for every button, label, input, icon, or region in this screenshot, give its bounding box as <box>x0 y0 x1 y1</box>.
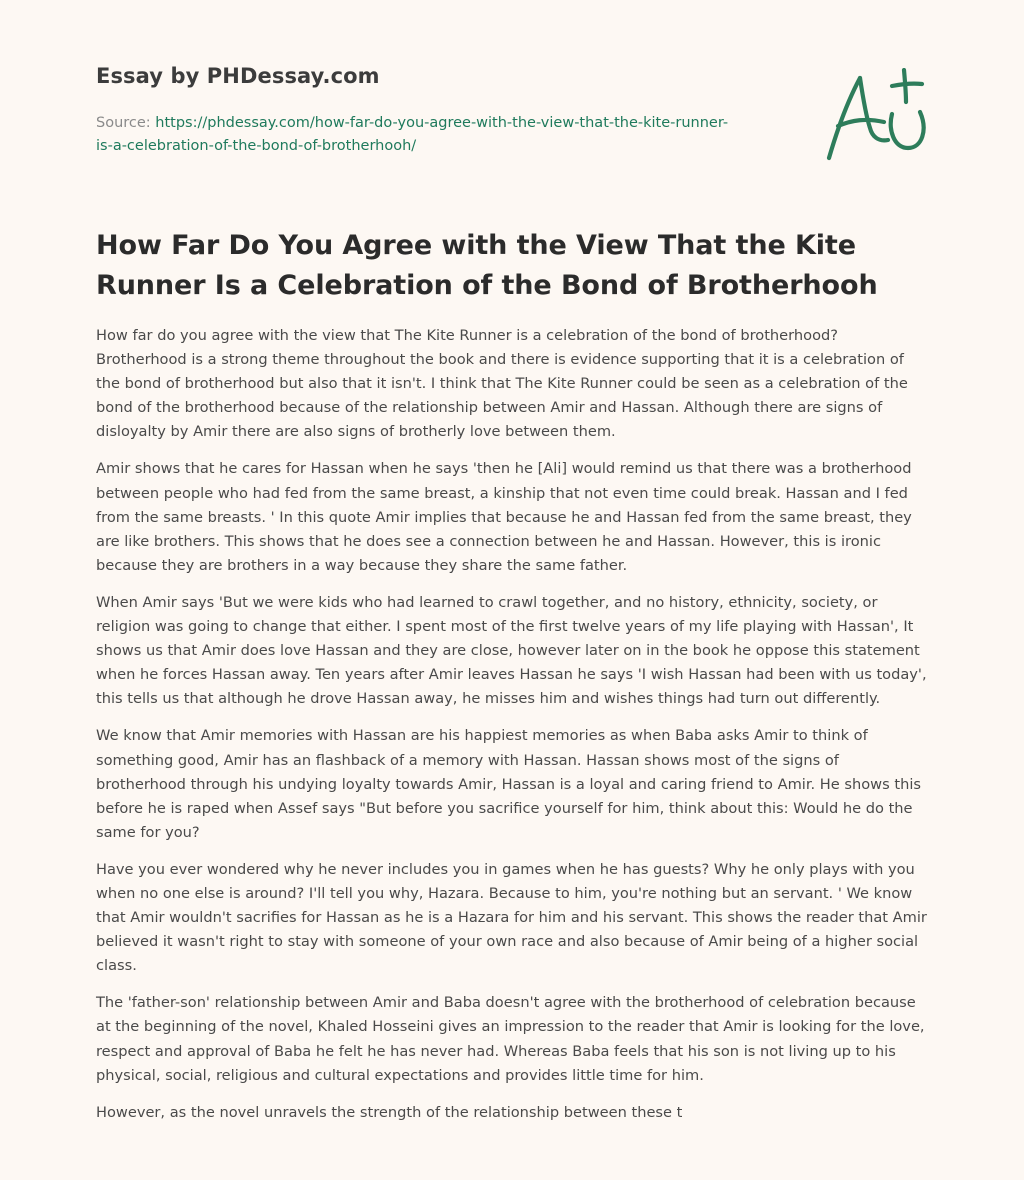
source-line <box>96 112 736 158</box>
source-link[interactable]: https://phdessay.com/how-far-do-you-agree-with-the-view-that-the-kite-runner-is-a-celebration-of-the-bond-of-brotherhooh/ <box>96 115 729 154</box>
paragraph: How far do you agree with the view that The Kite Runner is a celebration of the bond of brotherhood? Brotherhood is a strong theme throughout the book and there is evidence supporting that it is a celebration of the bond of brotherhood but also that it isn't. I think that The Kite Runner could be seen as a celebration of the bond of the brotherhood because of the relationship between Amir and Hassan. Although there are signs of disloyalty by Amir there are also signs of brotherly love between them. <box>96 327 908 441</box>
essay-body <box>96 324 928 1138</box>
a-plus-logo <box>818 68 930 164</box>
paragraph: However, as the novel unravels the strength of the relationship between these t <box>96 1103 683 1121</box>
essay-title: How Far Do You Agree with the View That the Kite Runner Is a Celebration of the Bond of Brotherhooh <box>96 230 878 301</box>
paragraph: When Amir says 'But we were kids who had learned to crawl together, and no history, ethnicity, society, or religion was going to change that either. I spent most of the first twelve years of my life playing with Hassan', It shows us that Amir does love Hassan and they are close, however later on in the book he oppose this statement when he forces Hassan away. Ten years after Amir leaves Hassan he says 'I wish Hassan had been with us today', this tells us that although he drove Hassan away, he misses him and wishes things had turn out differently. <box>96 593 927 708</box>
a-plus-logo-graphic <box>818 68 930 164</box>
paragraph: Have you ever wondered why he never includes you in games when he has guests? Why he only plays with you when no one else is around? I'll tell you why, Hazara. Because to him, you're nothing but an servant. ' We know that Amir wouldn't sacrifies for Hassan as he is a Hazara for him and his servant. This shows the reader that Amir believed it wasn't right to stay with someone of your own race and also because of Amir being of a higher social class. <box>96 860 927 975</box>
paragraph: The 'father-son' relationship between Amir and Baba doesn't agree with the brotherhood of celebration because at the beginning of the novel, Khaled Hosseini gives an impression to the reader that Amir is looking for the love, respect and approval of Baba he felt he has never had. Whereas Baba feels that his son is not living up to his physical, social, religious and cultural expectations and provides little time for him. <box>96 994 925 1084</box>
source-label: Source: <box>96 115 151 131</box>
paragraph: Amir shows that he cares for Hassan when he says 'then he [Ali] would remind us that there was a brotherhood between people who had fed from the same breast, a kinship that not even time could break. Hassan and I fed from the same breasts. ' In this quote Amir implies that because he and Hassan fed from the same breast, they are like brothers. This shows that he does see a connection between he and Hassan. However, this is ironic because they are brothers in a way because they share the same father. <box>96 460 912 574</box>
paragraph: We know that Amir memories with Hassan are his happiest memories as when Baba asks Amir to think of something good, Amir has an flashback of a memory with Hassan. Hassan shows most of the signs of brotherhood through his undying loyalty towards Amir, Hassan is a loyal and caring friend to Amir. He shows this before he is raped when Assef says "But before you sacrifice yourself for him, think about this: Would he do the same for you? <box>96 727 921 841</box>
site-brand: Essay by PHDessay.com <box>96 64 380 88</box>
